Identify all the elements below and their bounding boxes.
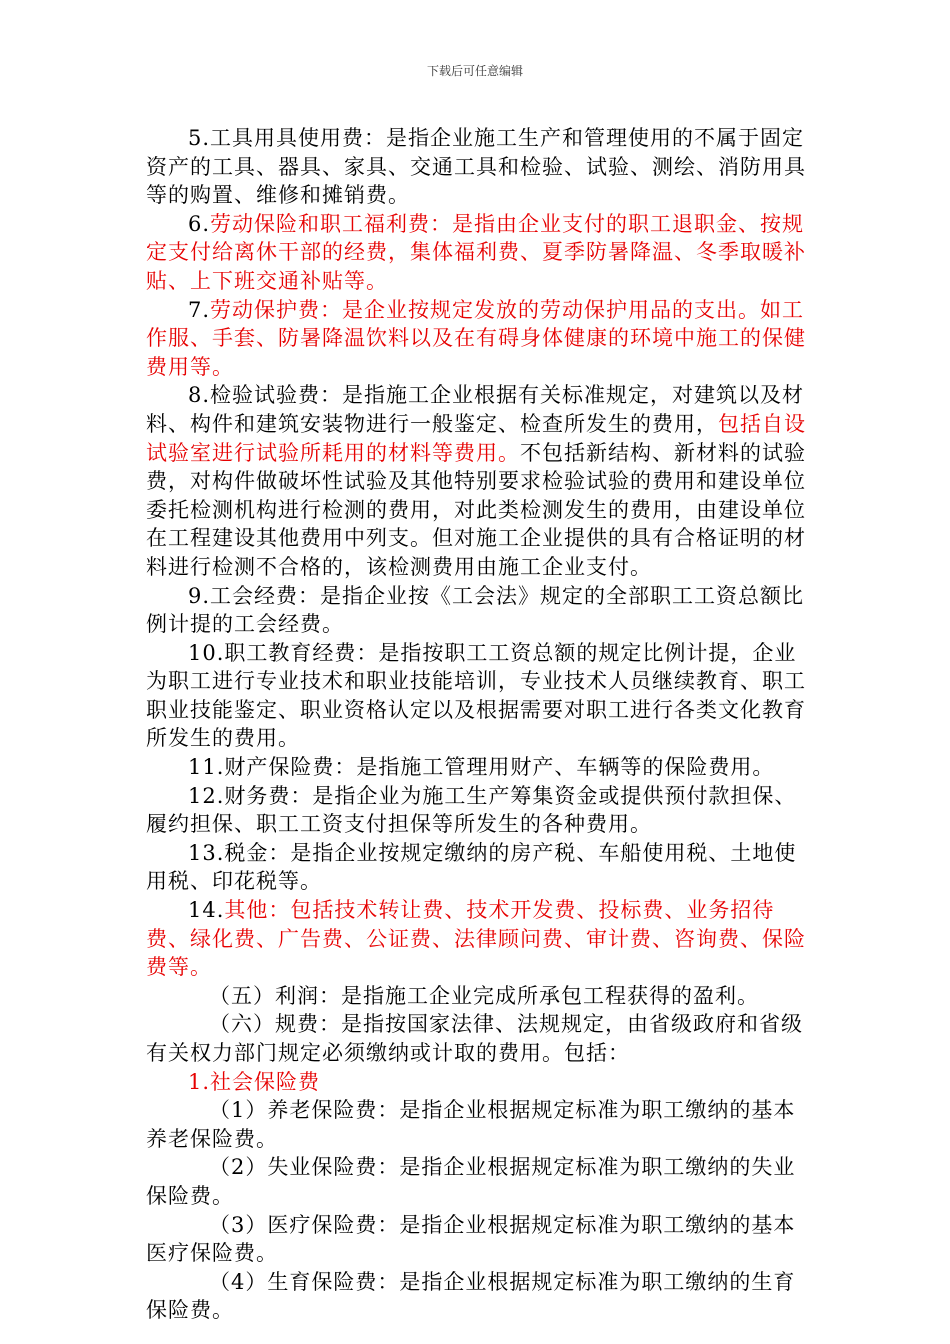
paragraph [146, 1211, 812, 1268]
paragraph-text: 11.财产保险费：是指施工管理用财产、车辆等的保险费用。 [188, 755, 775, 780]
paragraph-text: （2）失业保险费：是指企业根据规定标准为职工缴纳的失业保险费。 [146, 1155, 796, 1208]
paragraph [146, 210, 812, 296]
paragraph [146, 296, 812, 382]
document-body [146, 124, 812, 1325]
paragraph-text: 不包括新结构、新材料的试验费，对构件做破坏性试验及其他特别要求检验试验的费用和建设单位委托检测机构进行检测的费用，对此类检测发生的费用，由建设单位在工程建设其他费用中列支。但对施工企业提供的具有合格证明的材料进行检测不合格的，该检测费用由施工企业支付。 [146, 440, 806, 579]
highlighted-text: 1.社会保险费 [188, 1069, 321, 1094]
paragraph-text: 10.职工教育经费：是指按职工工资总额的规定比例计提，企业为职工进行专业技术和职业技能培训，专业技术人员继续教育、职工职业技能鉴定、职业资格认定以及根据需要对职工进行各类文化教育所发生的费用。 [146, 640, 806, 751]
paragraph-text: 9.工会经费：是指企业按《工会法》规定的全部职工工资总额比例计提的工会经费。 [146, 583, 805, 637]
highlighted-text: 其他：包括技术转让费、技术开发费、投标费、业务招待费、绿化费、广告费、公证费、法律顾问费、审计费、咨询费、保险费等。 [146, 898, 806, 980]
paragraph [146, 381, 812, 581]
paragraph [146, 896, 812, 982]
paragraph [146, 1010, 812, 1067]
paragraph [146, 1068, 812, 1097]
paragraph-text: （1）养老保险费：是指企业根据规定标准为职工缴纳的基本养老保险费。 [146, 1098, 796, 1151]
paragraph [146, 839, 812, 896]
paragraph [146, 582, 812, 639]
paragraph-text: 8.检验试验费：是指施工企业根据有关标准规定，对建筑以及材料、构件和建筑安装物进行一般鉴定、检查所发生的费用， [146, 383, 805, 436]
paragraph-text: 12.财务费：是指企业为施工生产筹集资金或提供预付款担保、履约担保、职工工资支付担保等所发生的各种费用。 [146, 783, 797, 837]
paragraph-text: （六）规费：是指按国家法律、法规规定，由省级政府和省级有关权力部门规定必须缴纳或计取的费用。包括： [146, 1012, 803, 1065]
paragraph [146, 753, 812, 782]
paragraph [146, 1153, 812, 1210]
paragraph-text: （五）利润：是指施工企业完成所承包工程获得的盈利。 [209, 983, 759, 1008]
highlighted-text: 包括自设试验室进行试验所耗用的材料等费用。 [146, 411, 806, 465]
highlighted-text: 劳动保护费：是企业按规定发放的劳动保护用品的支出。如工作服、手套、防暑降温饮料以及在有碍身体健康的环境中施工的保健费用等。 [146, 297, 806, 379]
page-header: 下载后可任意编辑 [426, 64, 523, 78]
paragraph-text: 7. [188, 297, 211, 322]
highlighted-text: 劳动保险和职工福利费：是指由企业支付的职工退职金、按规定支付给离休干部的经费，集体福利费、夏季防暑降温、冬季取暖补贴、上下班交通补贴等。 [146, 211, 806, 293]
paragraph [146, 782, 812, 839]
paragraph [146, 1268, 812, 1325]
paragraph-text: 6. [188, 211, 211, 236]
paragraph-text: 5.工具用具使用费：是指企业施工生产和管理使用的不属于固定资产的工具、器具、家具、交通工具和检验、试验、测绘、消防用具等的购置、维修和摊销费。 [146, 126, 806, 208]
paragraph [146, 639, 812, 753]
paragraph-text: （4）生育保险费：是指企业根据规定标准为职工缴纳的生育保险费。 [146, 1269, 796, 1323]
paragraph-text: 13.税金：是指企业按规定缴纳的房产税、车船使用税、土地使用税、印花税等。 [146, 840, 797, 894]
paragraph [146, 982, 812, 1011]
paragraph [146, 124, 812, 210]
paragraph-text: 14. [188, 898, 225, 923]
paragraph-text: （3）医疗保险费：是指企业根据规定标准为职工缴纳的基本医疗保险费。 [146, 1212, 796, 1266]
paragraph [146, 1096, 812, 1153]
